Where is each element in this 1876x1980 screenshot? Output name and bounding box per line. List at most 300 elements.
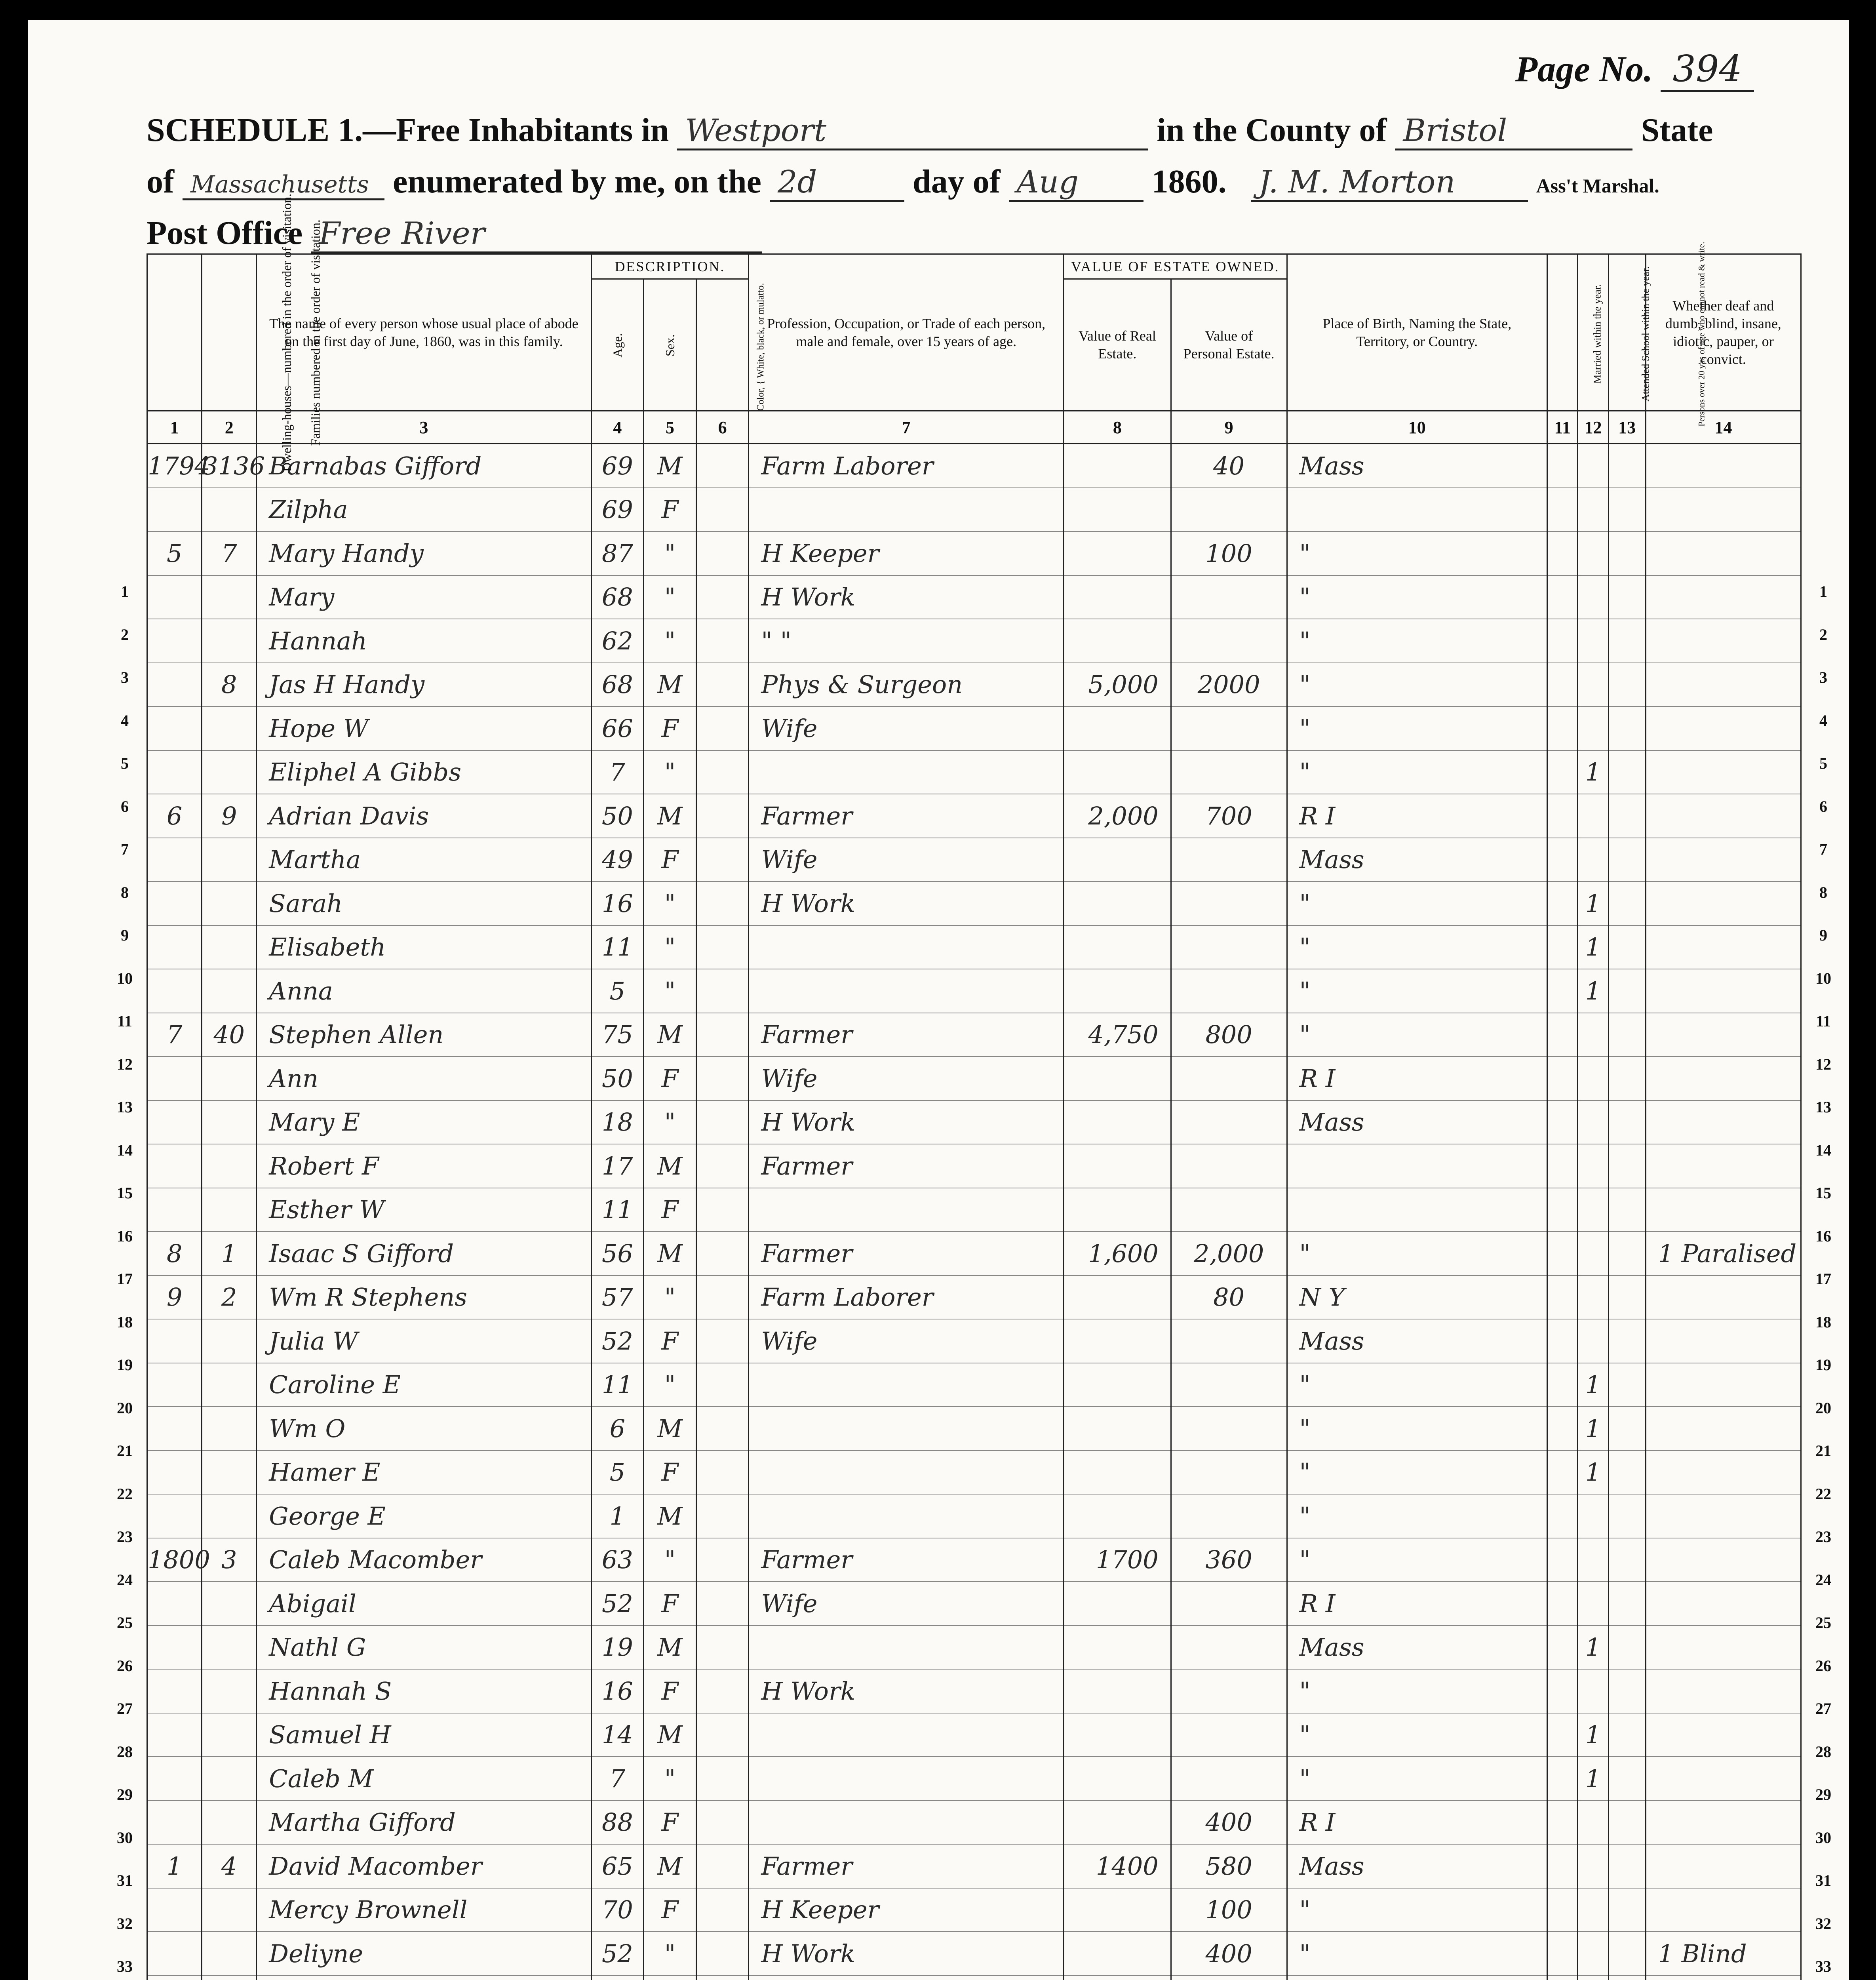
line-number: 25	[117, 1614, 133, 1632]
family-cell	[202, 619, 257, 663]
real-estate-cell: 1,600	[1064, 1232, 1171, 1276]
color-cell	[696, 838, 749, 882]
real-estate-cell	[1064, 531, 1171, 575]
dwelling-cell: 6	[147, 794, 202, 838]
condition-cell	[1646, 1713, 1801, 1757]
dwelling-cell	[147, 1757, 202, 1801]
name-cell: George E	[257, 1494, 591, 1538]
school-cell	[1578, 1188, 1608, 1232]
occupation-cell: H Keeper	[749, 1888, 1064, 1932]
condition-cell	[1646, 750, 1801, 794]
age-cell: 56	[591, 1232, 644, 1276]
condition-cell	[1646, 1669, 1801, 1713]
occupation-cell: H Work	[749, 881, 1064, 925]
real-estate-cell	[1064, 969, 1171, 1013]
table-row	[147, 1844, 1801, 1888]
birthplace-cell: "	[1287, 925, 1547, 969]
color-cell	[696, 1888, 749, 1932]
line-number: 15	[117, 1184, 133, 1202]
cannot-read-cell	[1608, 1494, 1646, 1538]
dwelling-cell	[147, 619, 202, 663]
line-number: 2	[121, 625, 129, 644]
age-cell: 1	[591, 1494, 644, 1538]
color-cell	[696, 1013, 749, 1057]
occupation-cell: H Work	[749, 1932, 1064, 1976]
line-number: 11	[117, 1012, 132, 1030]
color-cell	[696, 1669, 749, 1713]
birthplace-cell: Mass	[1287, 444, 1547, 488]
cannot-read-cell	[1608, 1013, 1646, 1057]
schedule-header-line-2	[147, 162, 1659, 202]
name-cell: Barnabas Gifford	[257, 444, 591, 488]
age-cell: 88	[591, 1801, 644, 1845]
family-cell	[202, 1144, 257, 1188]
dwelling-cell	[147, 1407, 202, 1451]
color-cell	[696, 1057, 749, 1100]
color-cell	[696, 706, 749, 750]
line-number: 18	[1815, 1313, 1831, 1331]
dwelling-cell	[147, 1801, 202, 1845]
col-age-header: Age.	[591, 279, 644, 411]
dwelling-cell	[147, 1888, 202, 1932]
dwelling-cell	[147, 750, 202, 794]
age-cell: 68	[591, 575, 644, 619]
school-cell	[1578, 1538, 1608, 1582]
age-cell: 19	[591, 1626, 644, 1670]
age-cell: 7	[591, 1757, 644, 1801]
birthplace-cell: "	[1287, 1407, 1547, 1451]
school-cell	[1578, 444, 1608, 488]
personal-estate-cell: 400	[1171, 1932, 1287, 1976]
color-cell	[696, 750, 749, 794]
personal-estate-cell	[1171, 1626, 1287, 1670]
table-row	[147, 881, 1801, 925]
condition-cell	[1646, 1013, 1801, 1057]
personal-estate-cell: 80	[1171, 1276, 1287, 1319]
cannot-read-cell	[1608, 1669, 1646, 1713]
table-row	[147, 1669, 1801, 1713]
condition-cell	[1646, 1582, 1801, 1626]
col-number: 9	[1171, 411, 1287, 444]
married-cell	[1547, 1713, 1578, 1757]
col-occupation-header: Profession, Occupation, or Trade of each person, male and female, over 15 years of age.	[749, 254, 1064, 411]
personal-estate-cell	[1171, 1100, 1287, 1144]
family-cell	[202, 1494, 257, 1538]
table-row	[147, 1319, 1801, 1363]
col-number: 6	[696, 411, 749, 444]
table-row	[147, 1976, 1801, 1980]
personal-estate-cell: 100	[1171, 1888, 1287, 1932]
occupation-cell	[749, 1976, 1064, 1980]
occupation-cell: Wife	[749, 1319, 1064, 1363]
dwelling-cell	[147, 1626, 202, 1670]
real-estate-cell	[1064, 1363, 1171, 1407]
line-number: 2	[1819, 625, 1827, 644]
occupation-cell: H Keeper	[749, 531, 1064, 575]
married-cell	[1547, 881, 1578, 925]
condition-cell	[1646, 663, 1801, 707]
line-number: 6	[1819, 797, 1827, 815]
family-cell: 3136	[202, 444, 257, 488]
name-cell: Hope W	[257, 706, 591, 750]
sex-cell: F	[644, 1319, 696, 1363]
dwelling-cell	[147, 1932, 202, 1976]
cannot-read-cell	[1608, 1713, 1646, 1757]
line-number: 8	[1819, 883, 1827, 901]
color-cell	[696, 1582, 749, 1626]
schedule-header-line-3	[147, 214, 762, 253]
line-number: 30	[117, 1828, 133, 1847]
age-cell: 18	[591, 1100, 644, 1144]
real-estate-cell	[1064, 619, 1171, 663]
condition-cell	[1646, 1626, 1801, 1670]
line-number: 14	[117, 1141, 133, 1159]
school-cell: 1	[1578, 881, 1608, 925]
table-row	[147, 794, 1801, 838]
line-number: 17	[117, 1270, 133, 1288]
line-number: 29	[1815, 1786, 1831, 1803]
birthplace-cell	[1287, 1976, 1547, 1980]
school-cell	[1578, 619, 1608, 663]
cannot-read-cell	[1608, 1932, 1646, 1976]
personal-estate-cell: 2000	[1171, 663, 1287, 707]
state-label: State	[1641, 112, 1713, 148]
school-cell	[1578, 1494, 1608, 1538]
condition-cell: 1 Blind	[1646, 1932, 1801, 1976]
age-cell: 49	[591, 838, 644, 882]
table-row	[147, 925, 1801, 969]
personal-estate-cell	[1171, 838, 1287, 882]
color-cell	[696, 1188, 749, 1232]
family-cell	[202, 1057, 257, 1100]
school-cell	[1578, 1976, 1608, 1980]
name-cell: Eliphel A Gibbs	[257, 750, 591, 794]
birthplace-cell: "	[1287, 531, 1547, 575]
sex-cell: M	[644, 1407, 696, 1451]
cannot-read-cell	[1608, 1451, 1646, 1495]
line-number: 20	[117, 1399, 133, 1417]
sex-cell	[644, 1976, 696, 1980]
name-cell: Mary Handy	[257, 531, 591, 575]
birthplace-cell: Mass	[1287, 1626, 1547, 1670]
condition-cell	[1646, 1407, 1801, 1451]
family-cell	[202, 1407, 257, 1451]
condition-cell	[1646, 1538, 1801, 1582]
real-estate-cell	[1064, 925, 1171, 969]
married-cell	[1547, 1888, 1578, 1932]
family-cell	[202, 1713, 257, 1757]
occupation-cell: Wife	[749, 1057, 1064, 1100]
dwelling-cell	[147, 1100, 202, 1144]
age-cell: 69	[591, 444, 644, 488]
occupation-cell	[749, 1494, 1064, 1538]
line-number: 31	[1815, 1871, 1831, 1889]
family-cell	[202, 925, 257, 969]
line-number: 12	[117, 1055, 133, 1073]
sex-cell: F	[644, 1057, 696, 1100]
line-number: 32	[117, 1914, 133, 1932]
personal-estate-cell	[1171, 1363, 1287, 1407]
age-cell: 11	[591, 925, 644, 969]
dwelling-cell	[147, 1363, 202, 1407]
family-cell: 9	[202, 794, 257, 838]
age-cell: 66	[591, 706, 644, 750]
personal-estate-cell: 800	[1171, 1013, 1287, 1057]
personal-estate-cell	[1171, 575, 1287, 619]
family-cell	[202, 1976, 257, 1980]
condition-cell	[1646, 1319, 1801, 1363]
dwelling-cell	[147, 838, 202, 882]
occupation-cell: H Work	[749, 1100, 1064, 1144]
description-group-header: DESCRIPTION.	[591, 254, 749, 279]
name-cell: Caleb Macomber	[257, 1538, 591, 1582]
post-office-label: Post Office	[147, 215, 303, 251]
name-cell: Elisabeth	[257, 925, 591, 969]
sex-cell: M	[644, 444, 696, 488]
married-cell	[1547, 488, 1578, 532]
line-number: 5	[1819, 754, 1827, 772]
table-row	[147, 750, 1801, 794]
color-cell	[696, 969, 749, 1013]
census-rows	[147, 444, 1801, 1980]
dwelling-cell	[147, 1494, 202, 1538]
dwelling-cell	[147, 1582, 202, 1626]
line-number: 3	[121, 668, 129, 686]
personal-estate-cell	[1171, 1494, 1287, 1538]
line-number: 15	[1815, 1184, 1831, 1202]
condition-cell	[1646, 1144, 1801, 1188]
sex-cell: M	[644, 1713, 696, 1757]
occupation-cell: Phys & Surgeon	[749, 663, 1064, 707]
dwelling-cell	[147, 488, 202, 532]
table-row	[147, 531, 1801, 575]
table-row	[147, 1888, 1801, 1932]
cannot-read-cell	[1608, 575, 1646, 619]
family-cell: 3	[202, 1538, 257, 1582]
birthplace-cell: "	[1287, 575, 1547, 619]
line-number: 19	[117, 1356, 133, 1374]
col-school-header: Attended School within the year.	[1578, 254, 1608, 411]
age-cell: 16	[591, 881, 644, 925]
line-number: 9	[121, 926, 129, 944]
table-row	[147, 575, 1801, 619]
col-number: 12	[1578, 411, 1608, 444]
school-cell	[1578, 1801, 1608, 1845]
married-cell	[1547, 794, 1578, 838]
occupation-cell: Farmer	[749, 794, 1064, 838]
married-cell	[1547, 531, 1578, 575]
cannot-read-cell	[1608, 838, 1646, 882]
name-cell: Ann	[257, 1057, 591, 1100]
married-cell	[1547, 444, 1578, 488]
table-row	[147, 1232, 1801, 1276]
occupation-cell: Wife	[749, 706, 1064, 750]
cannot-read-cell	[1608, 1976, 1646, 1980]
school-cell: 1	[1578, 969, 1608, 1013]
line-number: 4	[1819, 711, 1827, 729]
col-personal-estate-header: Value of Personal Estate.	[1171, 279, 1287, 411]
married-cell	[1547, 663, 1578, 707]
cannot-read-cell	[1608, 531, 1646, 575]
personal-estate-cell	[1171, 925, 1287, 969]
personal-estate-cell: 40	[1171, 444, 1287, 488]
post-office-field: Free River	[311, 216, 762, 253]
line-number: 6	[121, 797, 129, 815]
table-row	[147, 488, 1801, 532]
school-cell	[1578, 1582, 1608, 1626]
name-cell: Sarah	[257, 881, 591, 925]
birthplace-cell: "	[1287, 1932, 1547, 1976]
sex-cell: M	[644, 663, 696, 707]
birthplace-cell: R I	[1287, 1582, 1547, 1626]
occupation-cell	[749, 1363, 1064, 1407]
cannot-read-cell	[1608, 1888, 1646, 1932]
family-cell	[202, 838, 257, 882]
color-cell	[696, 1451, 749, 1495]
name-cell: Zilpha	[257, 488, 591, 532]
age-cell: 52	[591, 1582, 644, 1626]
real-estate-cell	[1064, 1932, 1171, 1976]
personal-estate-cell	[1171, 1713, 1287, 1757]
occupation-cell	[749, 925, 1064, 969]
family-cell	[202, 1801, 257, 1845]
month-field: Aug	[1009, 164, 1143, 202]
married-cell	[1547, 750, 1578, 794]
schedule-title: SCHEDULE 1.—Free Inhabitants in	[147, 112, 669, 148]
sex-cell: "	[644, 531, 696, 575]
school-cell	[1578, 1100, 1608, 1144]
married-cell	[1547, 1276, 1578, 1319]
condition-cell	[1646, 838, 1801, 882]
table-row	[147, 1100, 1801, 1144]
birthplace-cell: "	[1287, 1013, 1547, 1057]
day-field: 2d	[770, 164, 904, 202]
real-estate-cell	[1064, 1888, 1171, 1932]
of-label: of	[147, 163, 174, 200]
county-field: Bristol	[1395, 113, 1632, 150]
dwelling-cell	[147, 1451, 202, 1495]
cannot-read-cell	[1608, 1100, 1646, 1144]
personal-estate-cell: 100	[1171, 531, 1287, 575]
col-cannot-read-header: Persons over 20 y'rs of age who cannot read & write.	[1608, 254, 1646, 411]
married-cell	[1547, 706, 1578, 750]
sex-cell: "	[644, 969, 696, 1013]
birthplace-cell: R I	[1287, 1057, 1547, 1100]
sex-cell: M	[644, 794, 696, 838]
real-estate-cell: 1700	[1064, 1538, 1171, 1582]
age-cell: 69	[591, 488, 644, 532]
condition-cell: 1 Paralised	[1646, 1232, 1801, 1276]
line-number: 8	[121, 883, 129, 901]
dwelling-cell	[147, 969, 202, 1013]
condition-cell	[1646, 1188, 1801, 1232]
birthplace-cell: "	[1287, 1451, 1547, 1495]
personal-estate-cell: 2,000	[1171, 1232, 1287, 1276]
line-number: 29	[117, 1786, 133, 1803]
married-cell	[1547, 1844, 1578, 1888]
birthplace-cell: N Y	[1287, 1276, 1547, 1319]
name-cell: Nathl G	[257, 1626, 591, 1670]
real-estate-cell	[1064, 1100, 1171, 1144]
occupation-cell: Farmer	[749, 1144, 1064, 1188]
personal-estate-cell: 580	[1171, 1844, 1287, 1888]
dwelling-cell: 1800	[147, 1538, 202, 1582]
occupation-cell: Farmer	[749, 1844, 1064, 1888]
age-cell: 63	[591, 1538, 644, 1582]
sex-cell: M	[644, 1844, 696, 1888]
color-cell	[696, 1844, 749, 1888]
line-number: 7	[121, 840, 129, 858]
table-row	[147, 1713, 1801, 1757]
occupation-cell: Farmer	[749, 1538, 1064, 1582]
color-cell	[696, 444, 749, 488]
marshal-label: Ass't Marshal.	[1536, 175, 1659, 197]
color-cell	[696, 1757, 749, 1801]
personal-estate-cell	[1171, 1319, 1287, 1363]
condition-cell	[1646, 925, 1801, 969]
occupation-cell: Farm Laborer	[749, 1276, 1064, 1319]
school-cell: 1	[1578, 750, 1608, 794]
personal-estate-cell: 400	[1171, 1801, 1287, 1845]
married-cell	[1547, 1363, 1578, 1407]
age-cell: 52	[591, 1932, 644, 1976]
col-family-header: Families numbered in the order of visitation.	[202, 254, 257, 411]
school-cell: 1	[1578, 1363, 1608, 1407]
school-cell: 1	[1578, 1407, 1608, 1451]
occupation-cell	[749, 1626, 1064, 1670]
personal-estate-cell	[1171, 1407, 1287, 1451]
school-cell	[1578, 1057, 1608, 1100]
age-cell: 65	[591, 1844, 644, 1888]
dwelling-cell	[147, 881, 202, 925]
birthplace-cell: "	[1287, 619, 1547, 663]
enumerated-label: enumerated by me, on the	[392, 163, 761, 200]
line-number: 22	[1815, 1485, 1831, 1503]
family-cell	[202, 1363, 257, 1407]
table-row	[147, 1801, 1801, 1845]
school-cell	[1578, 1932, 1608, 1976]
year-label: 1860.	[1151, 163, 1227, 200]
family-cell: 7	[202, 531, 257, 575]
cannot-read-cell	[1608, 1844, 1646, 1888]
name-cell: Mary E	[257, 1100, 591, 1144]
col-condition-header: Whether deaf and dumb, blind, insane, idiotic, pauper, or convict.	[1646, 254, 1801, 411]
line-number: 11	[1816, 1012, 1831, 1030]
name-cell: Jas H Handy	[257, 663, 591, 707]
age-cell: 50	[591, 1057, 644, 1100]
cannot-read-cell	[1608, 925, 1646, 969]
family-cell	[202, 1319, 257, 1363]
table-row	[147, 1188, 1801, 1232]
condition-cell	[1646, 1276, 1801, 1319]
married-cell	[1547, 619, 1578, 663]
condition-cell	[1646, 1888, 1801, 1932]
line-number: 10	[1815, 969, 1831, 987]
age-cell: 5	[591, 1451, 644, 1495]
table-row	[147, 1538, 1801, 1582]
school-cell: 1	[1578, 1713, 1608, 1757]
line-number: 22	[117, 1485, 133, 1503]
family-cell	[202, 750, 257, 794]
age-cell: 6	[591, 1407, 644, 1451]
line-number: 31	[117, 1871, 133, 1889]
cannot-read-cell	[1608, 1626, 1646, 1670]
table-row	[147, 1363, 1801, 1407]
sex-cell: F	[644, 488, 696, 532]
married-cell	[1547, 1013, 1578, 1057]
married-cell	[1547, 1538, 1578, 1582]
occupation-cell	[749, 1188, 1064, 1232]
